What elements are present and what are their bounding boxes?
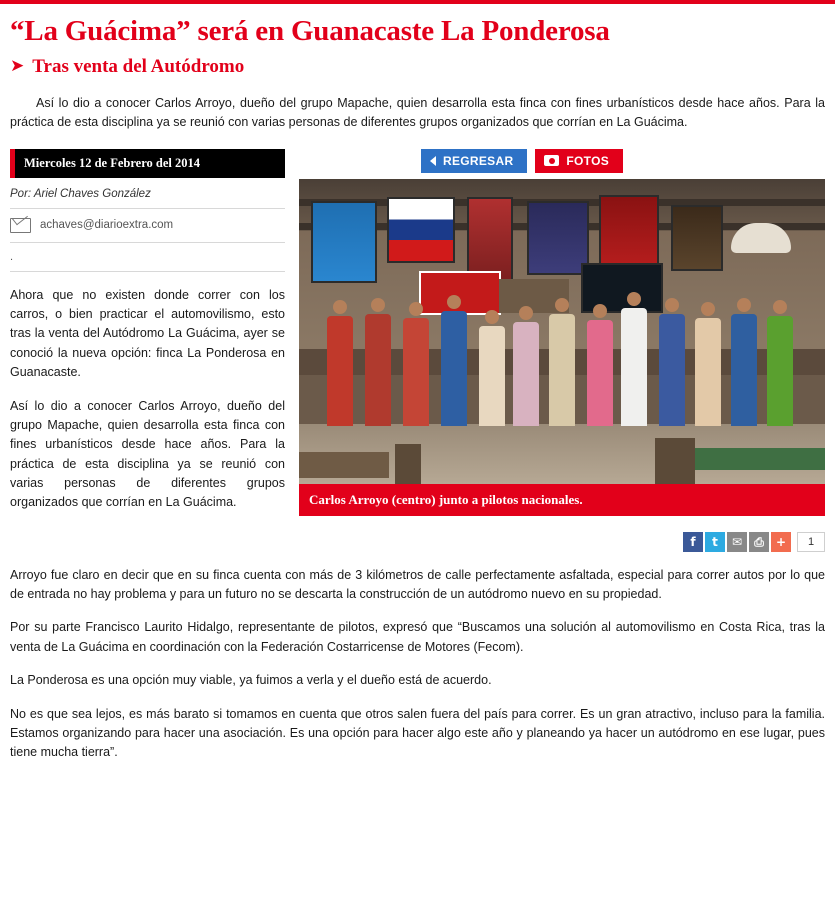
left-body-text: [10, 286, 285, 513]
lede-text: Así lo dio a conocer Carlos Arroyo, dueño del grupo Mapache, quien desarrolla esta finca con fines urbanísticos desde hace años. Para la práctica de esta disciplina ya se reunió con varias personas de diferentes grupos organizados que corrían en La Guácima.: [10, 95, 825, 130]
subheadline-row: [10, 56, 825, 78]
photo-illustration: [299, 179, 825, 484]
mail-icon: [10, 218, 31, 233]
byline: Por: Ariel Chaves González: [10, 178, 285, 209]
paragraph: La Ponderosa es una opción muy viable, ya fuimos a verla y el dueño está de acuerdo.: [10, 673, 492, 688]
person: [767, 316, 793, 426]
person: [731, 314, 757, 426]
separator-note: .: [10, 243, 285, 272]
lede-paragraph: [10, 94, 825, 133]
person: [659, 314, 685, 426]
paragraph: Por su parte Francisco Laurito Hidalgo, representante de pilotos, expresó que “Buscamos una solución al automovilismo en Costa Rica, tras la venta de La Guácima en coordinación con la Federación Costarricense de Motores (Fecom).: [10, 620, 825, 654]
wall-poster: [311, 201, 377, 283]
camera-icon: [544, 155, 559, 166]
photo-caption: Carlos Arroyo (centro) junto a pilotos nacionales.: [299, 484, 825, 516]
chevron-right-icon: ➤: [10, 56, 25, 77]
chair: [655, 438, 695, 484]
photos-button-label: FOTOS: [566, 153, 610, 168]
author-email-row[interactable]: [10, 209, 285, 243]
paragraph: Arroyo fue claro en decir que en su finca cuenta con más de 3 kilómetros de calle perfectamente asfaltada, especial para correr autos por lo que de entrada no hay problema y para un futuro no se descarta la construcción de un autódromo nuevo en su propiedad.: [10, 567, 825, 602]
paragraph: Así lo dio a conocer Carlos Arroyo, dueño del grupo Mapache, quien desarrolla esta finca con fines urbanísticos desde hace años. Para la práctica de esta disciplina ya se reunió con varias personas de diferentes grupos organizados que corrían en La Guácima.: [10, 398, 285, 510]
subheadline: Tras venta del Autódromo: [32, 55, 245, 77]
paragraph: No es que sea lejos, es más barato si tomamos en cuenta que otros salen fuera del país para correr. Es un gran atractivo, incluso para la familia. Estamos organizando para hacer una asociación. Es una opción para hacer algo este año y planeando ya hacer un autódromo en ese lugar, pues tiene mucha tierra”.: [10, 706, 825, 760]
table: [299, 452, 389, 478]
flag-poster: [387, 197, 455, 263]
bottom-body-text: [10, 566, 825, 763]
stool: [395, 444, 421, 484]
photo-toolbar: [299, 149, 825, 173]
person: [513, 322, 539, 426]
chevron-left-icon: [430, 156, 436, 166]
person: [621, 308, 647, 426]
article-date: Miercoles 12 de Febrero del 2014: [10, 149, 285, 178]
tv-screen: [581, 263, 663, 313]
imperial-sign: [419, 271, 501, 315]
person: [695, 318, 721, 426]
email-share-icon[interactable]: ✉: [727, 532, 747, 552]
share-count: 1: [797, 532, 825, 552]
wall-poster: [527, 201, 589, 275]
top-accent-bar: [0, 0, 835, 4]
left-column: [10, 149, 285, 513]
facebook-share-icon[interactable]: f: [683, 532, 703, 552]
share-toolbar: [299, 532, 825, 552]
person: [479, 326, 505, 426]
author-email[interactable]: achaves@diarioextra.com: [40, 219, 174, 232]
back-button[interactable]: [421, 149, 527, 173]
person: [549, 314, 575, 426]
twitter-share-icon[interactable]: t: [705, 532, 725, 552]
photos-button[interactable]: [535, 149, 623, 173]
page-title: “La Guácima” será en Guanacaste La Ponderosa: [10, 15, 610, 47]
back-button-label: REGRESAR: [443, 153, 514, 168]
person: [365, 314, 391, 426]
person: [587, 320, 613, 426]
wall-poster: [671, 205, 723, 271]
paragraph: Ahora que no existen donde correr con los carros, o bien practicar el automovilismo, esto tras la venta del Autódromo La Guácima, ayer se conoció la nueva opción: finca La Ponderosa en Guanacaste.: [10, 287, 285, 380]
print-icon[interactable]: ⎙: [749, 532, 769, 552]
person: [441, 311, 467, 426]
article-photo[interactable]: [299, 179, 825, 484]
person: [327, 316, 353, 426]
more-share-icon[interactable]: +: [771, 532, 791, 552]
person: [403, 318, 429, 426]
right-column: [299, 149, 825, 552]
pool-table: [675, 448, 825, 470]
content-columns: [10, 149, 825, 552]
